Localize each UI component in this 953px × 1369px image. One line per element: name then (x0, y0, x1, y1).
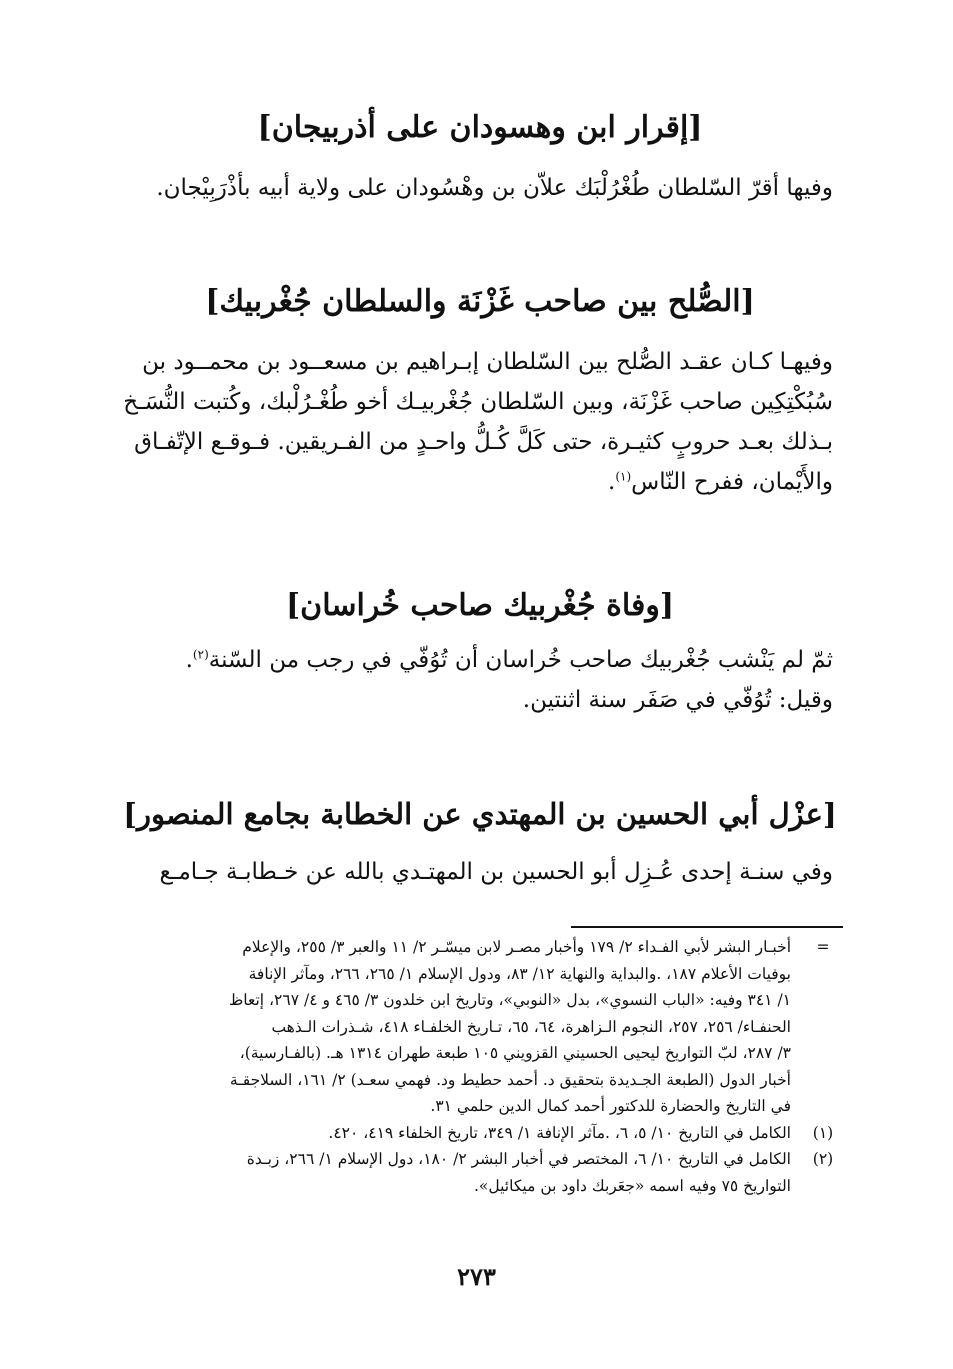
footnote-1 (103, 1120, 843, 1147)
section-paragraph-3 (108, 640, 833, 720)
paragraph-line: والأَيْمان، ففرح النّاس$^{(١)}$. (608, 469, 833, 495)
footnote-line: الكامل في التاريخ ١٠/ ٦، المختصر في أخبار البشر ٢/ ١٨٠، دول الإسلام ١/ ٢٦٦، زبـدة (246, 1150, 791, 1168)
paragraph-line: وفي سنـة إحدى عُـزِل أبو الحسين بن المهتـدي بالله عن خـطابـة جـامـع (159, 859, 833, 885)
paragraph-line: بـذلك بعـد حروبٍ كثيـرة، حتى كَلَّ كُـلُّ واحـدٍ من الفـريقين. فـوقـع الإتّفـاق (134, 429, 833, 455)
paragraph-text: ثمّ لم يَنْشب جُغْربيك صاحب خُراسان أن تُوُفّي في رجب من السّنة (208, 647, 833, 673)
section-heading-1: [إقرار ابن وهسودان على أذربيجان] (257, 110, 703, 145)
section-heading-3: [وفاة جُغْربيك صاحب خُراسان] (285, 588, 675, 623)
footnote-line: ١/ ٣٤١ وفيه: «الباب النسوي»، بدل «النوبي»، وتاريخ ابن خلدون ٣/ ٤٦٥ و ٤/ ٢٦٧، إتعاظ (228, 991, 791, 1009)
footnote-line: التواريخ ٧٥ وفيه اسمه «جعَربك داود بن ميكائيل». (473, 1176, 791, 1195)
paragraph-line: سُبُكْتِكِين صاحب غَزْنَة، وبين السّلطان جُغْربيـك أخو طُغْـرُلْبك، وكُتبت النُّسَـخ (123, 389, 833, 415)
section-paragraph-1 (108, 168, 833, 208)
page-number: ٢٧٣ (457, 1262, 496, 1291)
footnote-line: أخبـار البشر لأبي الفـداء ٢/ ١٧٩ وأخبار مصـر لابن ميسّـر ٢/ ١١ والعبر ٣/ ٢٥٥، والإعلام (242, 938, 791, 956)
footnote-line: الحنفـاء/ ٢٥٦، ٢٥٧، النجوم الـزاهرة، ٦٤، ٦٥، تـاريخ الخلفـاء ٤١٨، شـذرات الـذهب (271, 1017, 791, 1036)
paragraph-text: والأَيْمان، ففرح النّاس (631, 469, 833, 495)
footnote-line: الكامل في التاريخ ١٠/ ٥، ٦، .مآثر الإنافة ١/ ٣٤٩، تاريخ الخلفاء ٤١٩، ٤٢٠. (328, 1123, 791, 1142)
footnote-mark: (٢) (812, 1150, 834, 1168)
footnote-line: بوفيات الأعلام ١٨٧، .والبداية والنهاية ١٢/ ٨٣، ودول الإسلام ١/ ٢٦٥، ٢٦٦، ومآثر الإنافة (248, 964, 791, 983)
footnote-mark: (١) (812, 1123, 834, 1142)
paragraph-line: وفيهـا كـان عقـد الصُّلح بين السّلطان إبـراهيم بن مسعــود بن محمــود بن (142, 349, 833, 375)
section-heading-2: [الصُّلح بين صاحب غَزْنَة والسلطان جُغْربيك] (205, 284, 755, 319)
footnote-mark: = (816, 938, 830, 956)
paragraph-line: ثمّ لم يَنْشب جُغْربيك صاحب خُراسان أن تُوُفّي في رجب من السّنة$^{(٢)}$. (185, 647, 833, 673)
footnote-divider (571, 926, 843, 928)
section-paragraph-4 (108, 852, 833, 892)
footnote-line: أخبار الدول (الطبعة الجـديدة بتحقيق د. أحمد حطيط ود. فهمي سعـد) ٢/ ١٦١، السلاجقـة (229, 1070, 791, 1089)
paragraph-line: وفيها أقرّ السّلطان طُغْرُلْبَك علاّن بن وهْسُودان على ولاية أبيه بأذْرَبِيْجان. (156, 175, 833, 201)
paragraph-line: وقيل: تُوُفّي في صَفَر سنة اثنتين. (522, 687, 833, 713)
section-paragraph-2 (108, 342, 833, 502)
footnotes (103, 934, 843, 1199)
footnote-2 (103, 1146, 843, 1199)
footnote-line: ٣/ ٢٨٧، لبّ التواريخ ليحيى الحسيني القزويني ١٠٥ طبعة طهران ١٣١٤ هـ. (بالفـارسية)، (239, 1044, 791, 1062)
footnote-ref-1[interactable]: (١) (615, 469, 632, 484)
footnote-continued (103, 934, 843, 1120)
footnote-ref-2[interactable]: (٢) (192, 647, 209, 662)
section-heading-4: [عزْل أبي الحسين بن المهتدي عن الخطابة بجامع المنصور] (123, 797, 837, 831)
footnote-line: في التاريخ والحضارة للدكتور أحمد كمال الدين حلمي ٣١. (430, 1097, 791, 1115)
